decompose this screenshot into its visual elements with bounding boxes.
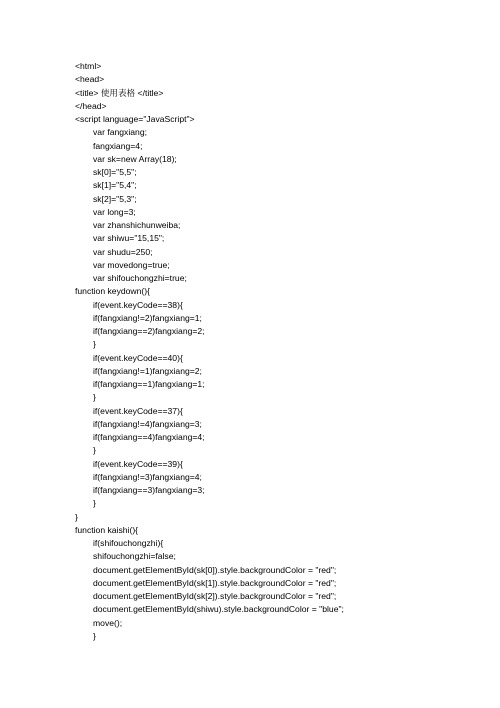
code-line: fangxiang=4; <box>93 140 143 151</box>
code-line: <script language="JavaScript"> <box>75 114 195 124</box>
code-line: document.getElementById(sk[2]).style.backgroundColor = "red"; <box>93 591 337 601</box>
code-line: if(fangxiang==2)fangxiang=2; <box>93 326 205 336</box>
code-line: shifouchongzhi=false; <box>93 551 176 562</box>
code-line: if(fangxiang!=3)fangxiang=4; <box>93 471 202 482</box>
code-line: if(event.keyCode==38){ <box>93 299 183 310</box>
code-line: sk[2]="5,3"; <box>93 193 137 204</box>
code-line: if(fangxiang!=2)fangxiang=1; <box>93 312 202 323</box>
code-line: <title> 使用表格 </title> <box>75 87 164 98</box>
code-line: sk[0]="5,5"; <box>93 167 137 177</box>
code-line: } <box>93 630 96 641</box>
code-line: } <box>93 498 96 509</box>
code-line: document.getElementById(shiwu).style.backgroundColor = "blue"; <box>93 604 344 615</box>
code-line: <head> <box>75 74 105 85</box>
code-line: var fangxiang; <box>93 127 147 138</box>
code-line: function kaishi(){ <box>75 524 139 535</box>
code-line: document.getElementById(sk[0]).style.backgroundColor = "red"; <box>93 564 337 575</box>
code-line: var shifouchongzhi=true; <box>93 273 187 283</box>
code-line: if(fangxiang!=1)fangxiang=2; <box>93 365 202 376</box>
code-line: if(event.keyCode==39){ <box>93 458 183 469</box>
code-line: var shiwu="15,15"; <box>93 233 165 244</box>
code-line: var shudu=250; <box>93 246 153 257</box>
code-line: var movedong=true; <box>93 259 170 270</box>
code-line: function keydown(){ <box>75 286 150 297</box>
code-line: var zhanshichunweiba; <box>93 220 181 230</box>
code-line: </head> <box>75 100 107 111</box>
code-line: document.getElementById(sk[1]).style.backgroundColor = "red"; <box>93 577 337 588</box>
code-line: move(); <box>93 617 123 628</box>
code-line: if(fangxiang==3)fangxiang=3; <box>93 485 205 495</box>
code-line: if(fangxiang!=4)fangxiang=3; <box>93 418 202 429</box>
code-line: } <box>93 445 96 456</box>
code-line: if(fangxiang==4)fangxiang=4; <box>93 432 205 442</box>
code-line: var sk=new Array(18); <box>93 153 177 164</box>
code-line: var long=3; <box>93 206 136 217</box>
code-line: sk[1]="5,4"; <box>93 180 137 191</box>
code-line: if(event.keyCode==40){ <box>93 352 183 363</box>
code-listing <box>75 60 344 643</box>
code-line: } <box>93 392 96 403</box>
code-line: if(fangxiang==1)fangxiang=1; <box>93 379 205 389</box>
code-line: <html> <box>75 61 102 71</box>
code-line: if(event.keyCode==37){ <box>93 405 183 416</box>
code-line: } <box>75 511 78 522</box>
code-line: if(shifouchongzhi){ <box>93 538 164 548</box>
code-line: } <box>93 339 96 350</box>
